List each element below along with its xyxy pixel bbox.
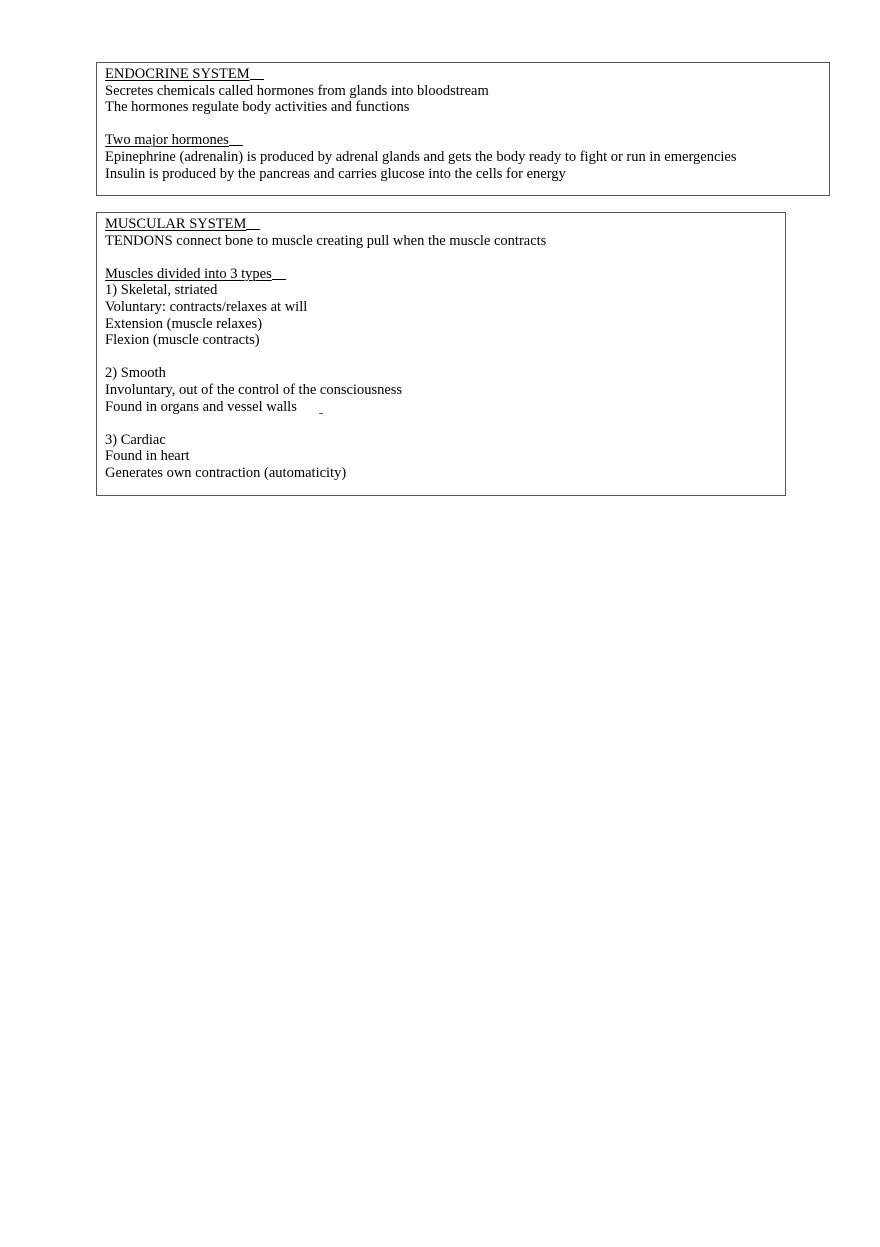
muscle-detail: Extension (muscle relaxes) (105, 315, 263, 332)
muscle-detail-row (105, 399, 777, 416)
endocrine-line: The hormones regulate body activities and functions (105, 99, 410, 116)
muscle-detail: Involuntary, out of the control of the consciousness (105, 381, 403, 398)
muscle-detail: Voluntary: contracts/relaxes at will (105, 298, 308, 315)
muscular-title: MUSCULAR SYSTEM (105, 216, 777, 233)
spacer (105, 415, 777, 432)
muscle-detail: Flexion (muscle contracts) (105, 332, 260, 349)
spacer (105, 116, 821, 133)
spacer (105, 249, 777, 266)
muscle-type-cardiac: 3) Cardiac (105, 431, 166, 448)
muscle-detail: Found in organs and vessel walls (105, 398, 297, 415)
hormone-insulin: Insulin is produced by the pancreas and carries glucose into the cells for energy (105, 165, 566, 182)
hormones-subheading: Two major hormones (105, 132, 821, 149)
spacer (105, 349, 777, 366)
muscle-type-skeletal: 1) Skeletal, striated (105, 282, 218, 299)
hormone-epinephrine: Epinephrine (adrenalin) is produced by adrenal glands and gets the body ready to fight or run in emergencies (105, 148, 737, 165)
tendons-line: TENDONS connect bone to muscle creating pull when the muscle contracts (105, 232, 547, 249)
muscle-detail: Found in heart (105, 448, 190, 465)
endocrine-title: ENDOCRINE SYSTEM (105, 66, 821, 83)
endocrine-line: Secretes chemicals called hormones from glands into bloodstream (105, 82, 489, 99)
muscular-system-box (96, 212, 786, 496)
endocrine-system-box (96, 62, 830, 196)
muscle-detail: Generates own contraction (automaticity) (105, 464, 347, 481)
stray-mark (319, 413, 323, 414)
muscle-type-smooth: 2) Smooth (105, 365, 166, 382)
muscle-types-subheading: Muscles divided into 3 types (105, 266, 777, 283)
